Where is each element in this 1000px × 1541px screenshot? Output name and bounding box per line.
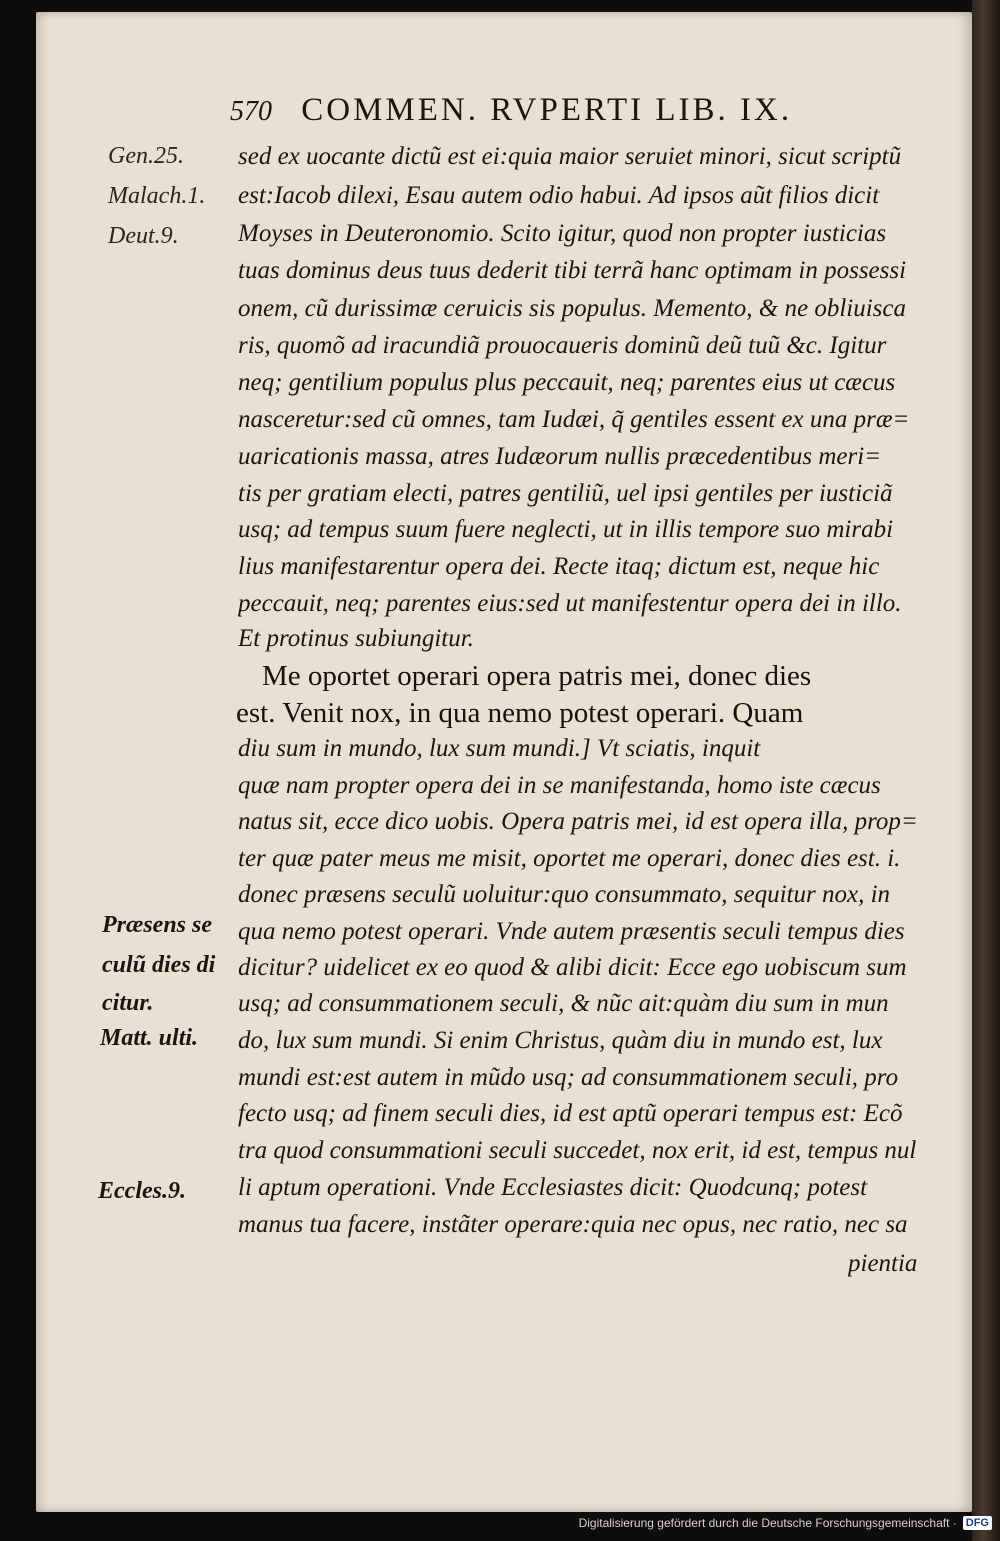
margin-note: Gen.25. <box>108 143 184 169</box>
text-line: tuas dominus deus tuus dederit tibi terrã hanc optimam in possessi <box>238 257 907 284</box>
margin-note: citur. <box>102 990 154 1016</box>
book-binding-edge <box>972 0 1000 1541</box>
text-line: lius manifestarentur opera dei. Recte itaq; dictum est, neque hic <box>238 553 880 580</box>
text-line: neq; gentilium populus plus peccauit, neq; parentes eius ut cæcus <box>238 369 896 396</box>
text-line: manus tua facere, instãter operare:quia nec opus, nec ratio, nec sa <box>238 1211 908 1238</box>
text-line: est:Iacob dilexi, Esau autem odio habui. Ad ipsos aũt filios dicit <box>238 182 880 209</box>
text-line: diu sum in mundo, lux sum mundi.] Vt sciatis, inquit <box>238 735 761 762</box>
text-line: ter quæ pater meus me misit, oportet me operari, donec dies est. i. <box>238 845 901 872</box>
text-line: li aptum operationi. Vnde Ecclesiastes dicit: Quodcunq; potest <box>238 1174 868 1201</box>
running-header <box>230 92 930 132</box>
text-line: mundi est:est autem in mũdo usq; ad consummationem seculi, pro <box>238 1064 899 1091</box>
text-line: peccauit, neq; parentes eius:sed ut manifestentur opera dei in illo. <box>238 590 902 617</box>
text-line: qua nemo potest operari. Vnde autem præsentis seculi tempus dies <box>238 918 905 945</box>
text-line: quæ nam propter opera dei in se manifestanda, homo iste cæcus <box>238 772 881 799</box>
text-line: dicitur? uidelicet ex eo quod & alibi dicit: Ecce ego uobiscum sum <box>238 954 907 981</box>
catchword: pientia <box>848 1250 918 1277</box>
text-line: do, lux sum mundi. Si enim Christus, quàm diu in mundo est, lux <box>238 1027 883 1054</box>
page-number: 570 <box>230 96 272 127</box>
text-line: uaricationis massa, atres Iudæorum nullis præcedentibus meri= <box>238 443 882 470</box>
text-line: usq; ad tempus suum fuere neglecti, ut in illis tempore suo mirabi <box>238 516 894 543</box>
text-line: usq; ad consummationem seculi, & nũc ait:quàm diu sum in mun <box>238 990 889 1017</box>
credit-text: Digitalisierung gefördert durch die Deutsche Forschungsgemeinschaft · <box>578 1516 957 1530</box>
text-line: fecto usq; ad finem seculi dies, id est aptũ operari tempus est: Ecõ <box>238 1100 903 1127</box>
margin-note: Matt. ulti. <box>100 1025 199 1051</box>
text-line: Et protinus subiungitur. <box>238 625 474 652</box>
text-line: tis per gratiam electi, patres gentiliũ, uel ipsi gentiles per iusticiã <box>238 480 893 507</box>
text-line: sed ex uocante dictũ est ei:quia maior seruiet minori, sicut scriptũ <box>238 143 902 170</box>
text-line: donec præsens seculũ uoluitur:quo consummato, sequitur nox, in <box>238 881 891 908</box>
text-line: tra quod consummationi seculi succedet, nox erit, id est, tempus nul <box>238 1137 917 1164</box>
running-title: COMMEN. RVPERTI LIB. IX. <box>301 92 793 128</box>
margin-note: Eccles.9. <box>98 1178 186 1204</box>
digitization-credit <box>579 1513 992 1533</box>
text-line: nasceretur:sed cũ omnes, tam Iudæi, q̃ gentiles essent ex una præ= <box>238 406 910 433</box>
lemma-line: Me oportet operari opera patris mei, donec dies <box>262 660 812 692</box>
text-line: onem, cũ durissimæ ceruicis sis populus. Memento, & ne obliuisca <box>238 295 906 322</box>
margin-note: Malach.1. <box>108 183 206 209</box>
text-line: ris, quomõ ad iracundiã prouocaueris dominũ deũ tuũ &c. Igitur <box>238 332 887 359</box>
text-line: Moyses in Deuteronomio. Scito igitur, quod non propter iusticias <box>238 220 887 247</box>
margin-note: Præsens se <box>102 912 213 938</box>
lemma-line: est. Venit nox, in qua nemo potest operari. Quam <box>236 697 804 729</box>
dfg-logo: DFG <box>963 1516 992 1530</box>
margin-note: culũ dies di <box>102 952 216 978</box>
text-line: natus sit, ecce dico uobis. Opera patris mei, id est opera illa, prop= <box>238 808 918 835</box>
margin-note: Deut.9. <box>108 223 179 249</box>
